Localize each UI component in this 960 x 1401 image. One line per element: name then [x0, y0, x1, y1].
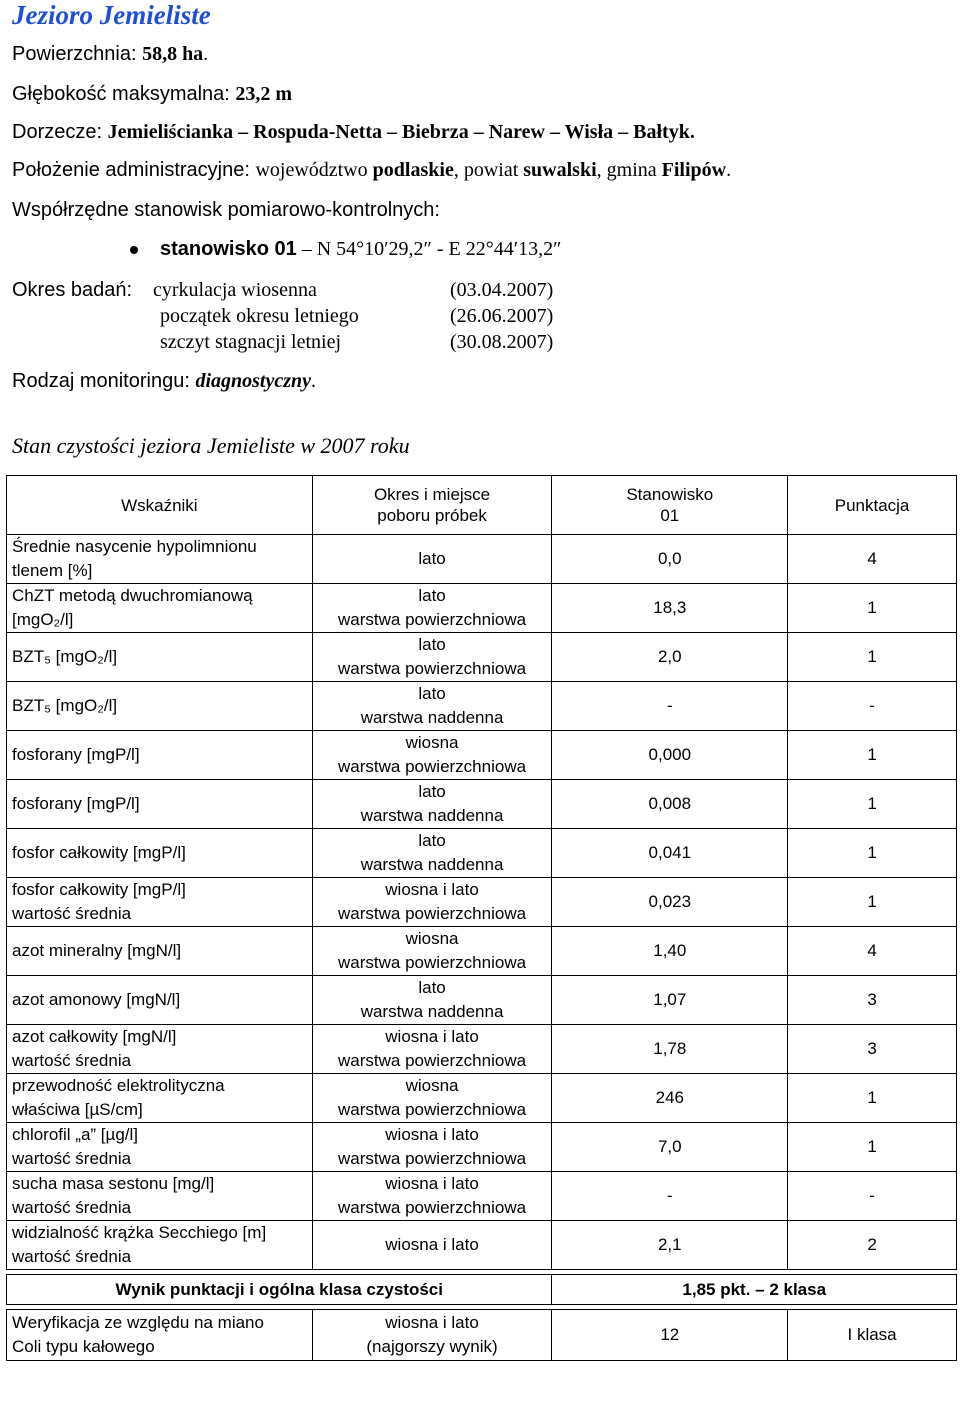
indicator-cell	[7, 878, 313, 927]
score-cell: 3	[788, 976, 957, 1025]
table-row	[7, 780, 957, 829]
depth-line	[12, 83, 292, 106]
period-name-3: szczyt stagnacji letniej	[160, 331, 342, 353]
indicator-name-line1: fosfor całkowity [mgP/l]	[12, 843, 186, 862]
basin-value: Jemieliścianka – Rospuda-Netta – Biebrza – Narew – Wisła – Bałtyk.	[107, 121, 695, 143]
verification-row	[7, 1310, 957, 1361]
sampling-line1: lato	[418, 782, 446, 801]
admin-line	[12, 159, 731, 182]
indicator-name-line2: wartość średnia	[12, 1149, 132, 1168]
score-cell: 1	[788, 584, 957, 633]
indicator-name-line2: wartość średnia	[12, 904, 132, 923]
indicator-name-line1: Średnie nasycenie hypolimnionu	[12, 537, 257, 556]
sampling-line1: lato	[418, 635, 446, 654]
sampling-line1: wiosna i lato	[385, 1027, 479, 1046]
sampling-line2: warstwa powierzchniowa	[338, 953, 527, 972]
summary-value: 1,85 pkt. – 2 klasa	[552, 1275, 957, 1305]
indicator-name-line2: wartość średnia	[12, 1198, 132, 1217]
verification-name	[7, 1310, 313, 1361]
verification-value: 12	[552, 1310, 788, 1361]
indicator-cell	[7, 1074, 313, 1123]
table-body	[7, 535, 957, 1270]
header-station-line2: 01	[660, 506, 680, 525]
score-cell: 1	[788, 1074, 957, 1123]
sampling-line1: wiosna	[405, 929, 459, 948]
indicator-cell	[7, 829, 313, 878]
sampling-cell	[312, 1074, 552, 1123]
station-value-cell: -	[552, 1172, 788, 1221]
sampling-line2: warstwa powierzchniowa	[338, 757, 527, 776]
table-row	[7, 682, 957, 731]
table-row	[7, 1172, 957, 1221]
sampling-line2: warstwa naddenna	[360, 1002, 504, 1021]
sampling-line1: lato	[418, 831, 446, 850]
sampling-line1: lato	[418, 684, 446, 703]
section-title: Stan czystości jeziora Jemieliste w 2007 roku	[12, 433, 410, 458]
monitoring-value: diagnostyczny	[195, 370, 311, 392]
table-row	[7, 535, 957, 584]
header-period-line2: poboru próbek	[377, 506, 487, 525]
station-name: stanowisko 01	[160, 238, 297, 260]
station-value-cell: 1,40	[552, 927, 788, 976]
period-date-1: (03.04.2007)	[450, 279, 554, 301]
score-cell: -	[788, 682, 957, 731]
station-line	[160, 238, 561, 261]
sampling-line2: warstwa naddenna	[360, 855, 504, 874]
score-cell: 4	[788, 927, 957, 976]
indicator-cell	[7, 1025, 313, 1074]
sampling-cell	[312, 878, 552, 927]
score-cell: 1	[788, 780, 957, 829]
score-cell: 2	[788, 1221, 957, 1270]
basin-line	[12, 121, 695, 144]
sampling-line1: lato	[418, 586, 446, 605]
indicator-cell	[7, 927, 313, 976]
indicator-name-line1: BZT₅ [mgO₂/l]	[12, 647, 118, 666]
indicator-name-line2: tlenem [%]	[12, 561, 93, 580]
score-cell: 3	[788, 1025, 957, 1074]
sampling-line1: wiosna i lato	[385, 1125, 479, 1144]
indicator-name-line1: widzialność krążka Secchiego [m]	[12, 1223, 267, 1242]
sampling-cell	[312, 1025, 552, 1074]
indicator-cell	[7, 1221, 313, 1270]
header-period-line1: Okres i miejsce	[373, 485, 491, 504]
sampling-line2: warstwa naddenna	[360, 806, 504, 825]
header-station-line1: Stanowisko	[626, 485, 714, 504]
table-row	[7, 1074, 957, 1123]
sampling-line1: wiosna	[405, 733, 459, 752]
station-value-cell: 246	[552, 1074, 788, 1123]
header-indicators	[7, 476, 313, 535]
admin-prefix-1: województwo	[255, 159, 373, 181]
sampling-line1: lato	[418, 549, 446, 568]
verification-name-line2: Coli typu kałowego	[12, 1337, 155, 1356]
station-value-cell: 2,1	[552, 1221, 788, 1270]
period-name-2: początek okresu letniego	[160, 305, 359, 327]
table-row	[7, 976, 957, 1025]
sampling-line2: warstwa powierzchniowa	[338, 1198, 527, 1217]
sampling-line2: warstwa powierzchniowa	[338, 1100, 527, 1119]
indicator-name-line2: wartość średnia	[12, 1051, 132, 1070]
table-row	[7, 584, 957, 633]
sampling-cell	[312, 682, 552, 731]
indicator-name-line1: chlorofil „a” [µg/l]	[12, 1125, 138, 1144]
score-cell: 1	[788, 633, 957, 682]
verification-name-line1: Weryfikacja ze względu na miano	[12, 1313, 264, 1332]
admin-prefix-3: , gmina	[596, 159, 662, 181]
table-row	[7, 829, 957, 878]
indicator-cell	[7, 780, 313, 829]
page-title: Jezioro Jemieliste	[12, 0, 211, 30]
admin-commune: Filipów	[661, 159, 727, 181]
coords-label-text: Współrzędne stanowisk pomiarowo-kontrolnych:	[12, 199, 440, 221]
sampling-line2: warstwa powierzchniowa	[338, 659, 527, 678]
indicator-cell	[7, 682, 313, 731]
sampling-line1: wiosna	[405, 1076, 459, 1095]
period-name-1: cyrkulacja wiosenna	[153, 279, 317, 301]
indicator-name-line1: azot mineralny [mgN/l]	[12, 941, 182, 960]
indicator-name-line1: fosforany [mgP/l]	[12, 794, 140, 813]
sampling-line2: warstwa powierzchniowa	[338, 1149, 527, 1168]
results-table	[6, 475, 957, 1361]
summary-label: Wynik punktacji i ogólna klasa czystości	[7, 1275, 552, 1305]
period-label-line	[12, 279, 132, 302]
station-value-cell: 0,023	[552, 878, 788, 927]
table-row	[7, 927, 957, 976]
sampling-cell	[312, 584, 552, 633]
sampling-line2: warstwa powierzchniowa	[338, 904, 527, 923]
indicator-name-line1: azot amonowy [mgN/l]	[12, 990, 181, 1009]
verification-class: I klasa	[788, 1310, 957, 1361]
sampling-cell	[312, 1172, 552, 1221]
sampling-cell	[312, 535, 552, 584]
sampling-cell	[312, 829, 552, 878]
score-cell: 4	[788, 535, 957, 584]
indicator-name-line1: BZT₅ [mgO₂/l]	[12, 696, 118, 715]
station-value-cell: 0,000	[552, 731, 788, 780]
admin-prefix-2: , powiat	[453, 159, 524, 181]
sampling-line1: lato	[418, 978, 446, 997]
indicator-cell	[7, 584, 313, 633]
header-score	[788, 476, 957, 535]
admin-county: suwalski	[523, 159, 597, 181]
sampling-line1: wiosna i lato	[385, 1235, 479, 1254]
admin-voivodeship: podlaskie	[372, 159, 454, 181]
table-row	[7, 633, 957, 682]
coords-label	[12, 199, 440, 222]
indicator-cell	[7, 731, 313, 780]
sampling-cell	[312, 731, 552, 780]
table-row	[7, 878, 957, 927]
station-value-cell: 1,78	[552, 1025, 788, 1074]
indicator-name-line2: [mgO₂/l]	[12, 610, 74, 629]
header-indicators-text: Wskaźniki	[121, 495, 198, 515]
header-row	[7, 476, 957, 535]
sampling-cell	[312, 976, 552, 1025]
score-cell: -	[788, 1172, 957, 1221]
period-date-3: (30.08.2007)	[450, 331, 554, 353]
header-period	[312, 476, 552, 535]
indicator-cell	[7, 1172, 313, 1221]
depth-label: Głębokość maksymalna:	[12, 83, 236, 105]
area-suffix: .	[203, 43, 209, 65]
monitoring-line	[12, 370, 316, 393]
indicator-name-line1: azot całkowity [mgN/l]	[12, 1027, 177, 1046]
verification-period	[312, 1310, 552, 1361]
sampling-line2: warstwa powierzchniowa	[338, 610, 527, 629]
score-cell: 1	[788, 1123, 957, 1172]
basin-label: Dorzecze:	[12, 121, 108, 143]
monitoring-end: .	[311, 370, 316, 392]
verification-period-line2: (najgorszy wynik)	[366, 1337, 498, 1356]
station-dash: –	[296, 238, 317, 260]
header-station	[552, 476, 788, 535]
table-row	[7, 1123, 957, 1172]
indicator-name-line1: fosforany [mgP/l]	[12, 745, 140, 764]
score-cell: 1	[788, 878, 957, 927]
header-score-text: Punktacja	[834, 495, 910, 515]
area-value: 58,8 ha	[142, 43, 204, 65]
indicator-cell	[7, 633, 313, 682]
sampling-line2: warstwa powierzchniowa	[338, 1051, 527, 1070]
admin-colon: :	[244, 159, 256, 181]
station-value-cell: 7,0	[552, 1123, 788, 1172]
depth-value: 23,2 m	[235, 83, 293, 105]
station-value-cell: 2,0	[552, 633, 788, 682]
summary-row	[7, 1275, 957, 1305]
sampling-cell	[312, 1123, 552, 1172]
admin-end: .	[726, 159, 732, 181]
sampling-cell	[312, 780, 552, 829]
station-value-cell: -	[552, 682, 788, 731]
indicator-name-line1: sucha masa sestonu [mg/l]	[12, 1174, 215, 1193]
indicator-name-line1: fosfor całkowity [mgP/l]	[12, 880, 186, 899]
indicator-cell	[7, 976, 313, 1025]
station-coords: N 54°10′29,2″ - E 22°44′13,2″	[316, 238, 562, 260]
table-row	[7, 1221, 957, 1270]
table-row	[7, 1025, 957, 1074]
indicator-cell	[7, 1123, 313, 1172]
indicator-name-line1: przewodność elektrolityczna	[12, 1076, 225, 1095]
indicator-name-line1: ChZT metodą dwuchromianową	[12, 586, 253, 605]
bullet-icon	[130, 246, 138, 254]
sampling-line2: warstwa naddenna	[360, 708, 504, 727]
table-row	[7, 731, 957, 780]
monitoring-label: Rodzaj monitoringu:	[12, 370, 196, 392]
area-label: Powierzchnia:	[12, 43, 143, 65]
indicator-name-line2: wartość średnia	[12, 1247, 132, 1266]
station-value-cell: 0,041	[552, 829, 788, 878]
period-date-2: (26.06.2007)	[450, 305, 554, 327]
station-value-cell: 0,008	[552, 780, 788, 829]
area-line	[12, 43, 208, 66]
score-cell: 1	[788, 731, 957, 780]
score-cell: 1	[788, 829, 957, 878]
station-value-cell: 18,3	[552, 584, 788, 633]
admin-label: Położenie administracyjne	[12, 159, 245, 181]
verification-period-line1: wiosna i lato	[385, 1313, 479, 1332]
sampling-line1: wiosna i lato	[385, 880, 479, 899]
sampling-cell	[312, 927, 552, 976]
sampling-cell	[312, 633, 552, 682]
sampling-cell	[312, 1221, 552, 1270]
station-value-cell: 1,07	[552, 976, 788, 1025]
indicator-cell	[7, 535, 313, 584]
indicator-name-line2: właściwa [µS/cm]	[12, 1100, 143, 1119]
period-label: Okres badań:	[12, 279, 133, 301]
station-value-cell: 0,0	[552, 535, 788, 584]
sampling-line1: wiosna i lato	[385, 1174, 479, 1193]
